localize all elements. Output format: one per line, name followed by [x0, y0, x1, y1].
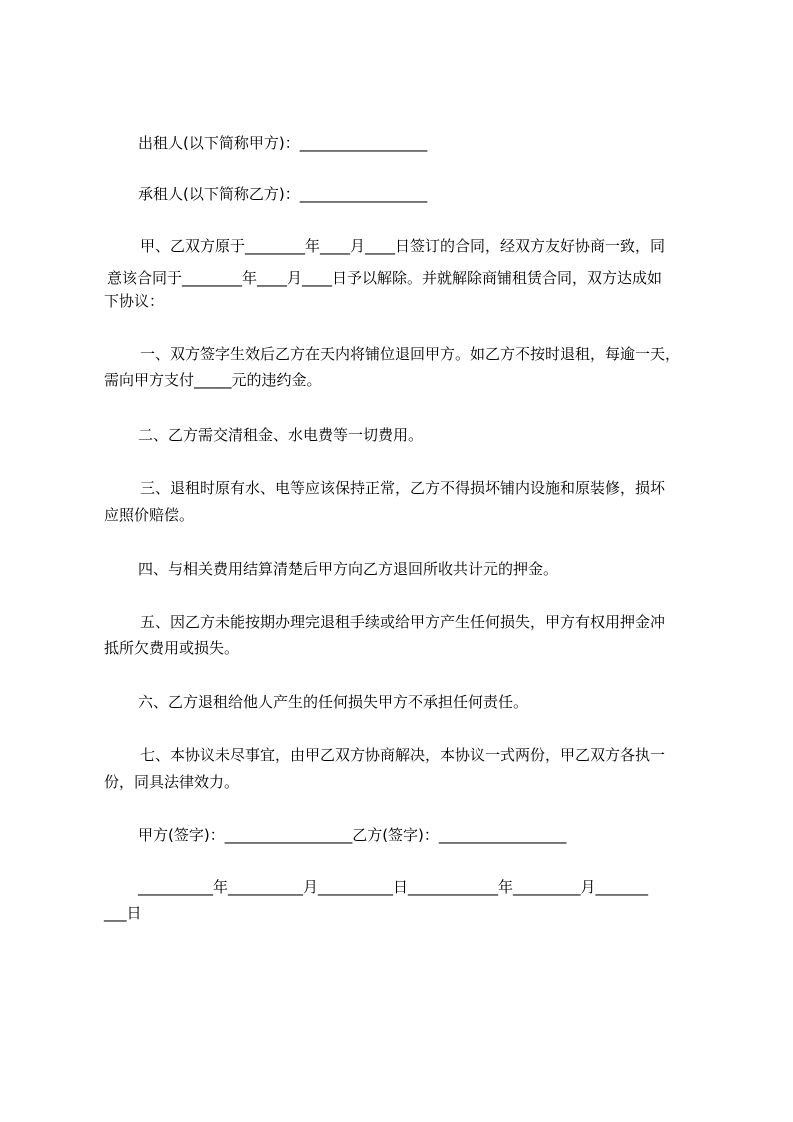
clause-6: 六、乙方退租给他人产生的任何损失甲方不承担任何责任。: [138, 693, 529, 711]
clause-1-line-1: 一、双方签字生效后乙方在天内将铺位退回甲方。如乙方不按时退租，每逾一天，: [140, 345, 681, 363]
lessor-line: 出租人(以下简称甲方)：_________________: [138, 134, 428, 152]
date-line-2: ___日: [104, 904, 142, 922]
clause-7-line-2: 份，同具法律效力。: [104, 773, 240, 791]
clause-7-line-1: 七、本协议未尽事宜，由甲乙双方协商解决，本协议一式两份，甲乙双方各执一: [140, 746, 666, 764]
intro-line-2: 意该合同于________年____月____日予以解除。并就解除商铺租赁合同，双方达成如: [107, 269, 663, 287]
clause-5-line-2: 抵所欠费用或损失。: [104, 639, 240, 657]
clause-5-line-1: 五、因乙方未能按期办理完退租手续或给甲方产生任何损失，甲方有权用押金冲: [140, 613, 666, 631]
clause-4: 四、与相关费用结算清楚后甲方向乙方退回所收共计元的押金。: [138, 560, 559, 578]
clause-3-line-1: 三、退租时原有水、电等应该保持正常，乙方不得损坏铺内设施和原装修，损坏: [140, 479, 666, 497]
clause-1-line-2: 需向甲方支付_____元的违约金。: [104, 371, 322, 389]
clause-2: 二、乙方需交清租金、水电费等一切费用。: [138, 426, 424, 444]
lessee-line: 承租人(以下简称乙方)：_________________: [138, 185, 428, 203]
clause-3-line-2: 应照价赔偿。: [104, 506, 195, 524]
signature-line: 甲方(签字)：_________________乙方(签字)：_________________: [138, 826, 567, 844]
intro-line-1: 甲、乙双方原于________年____月____日签订的合同，经双方友好协商一致，同: [140, 237, 666, 255]
date-line-1: __________年__________月__________日____________年_________月_______: [138, 878, 649, 896]
intro-line-3: 下协议：: [104, 292, 165, 310]
